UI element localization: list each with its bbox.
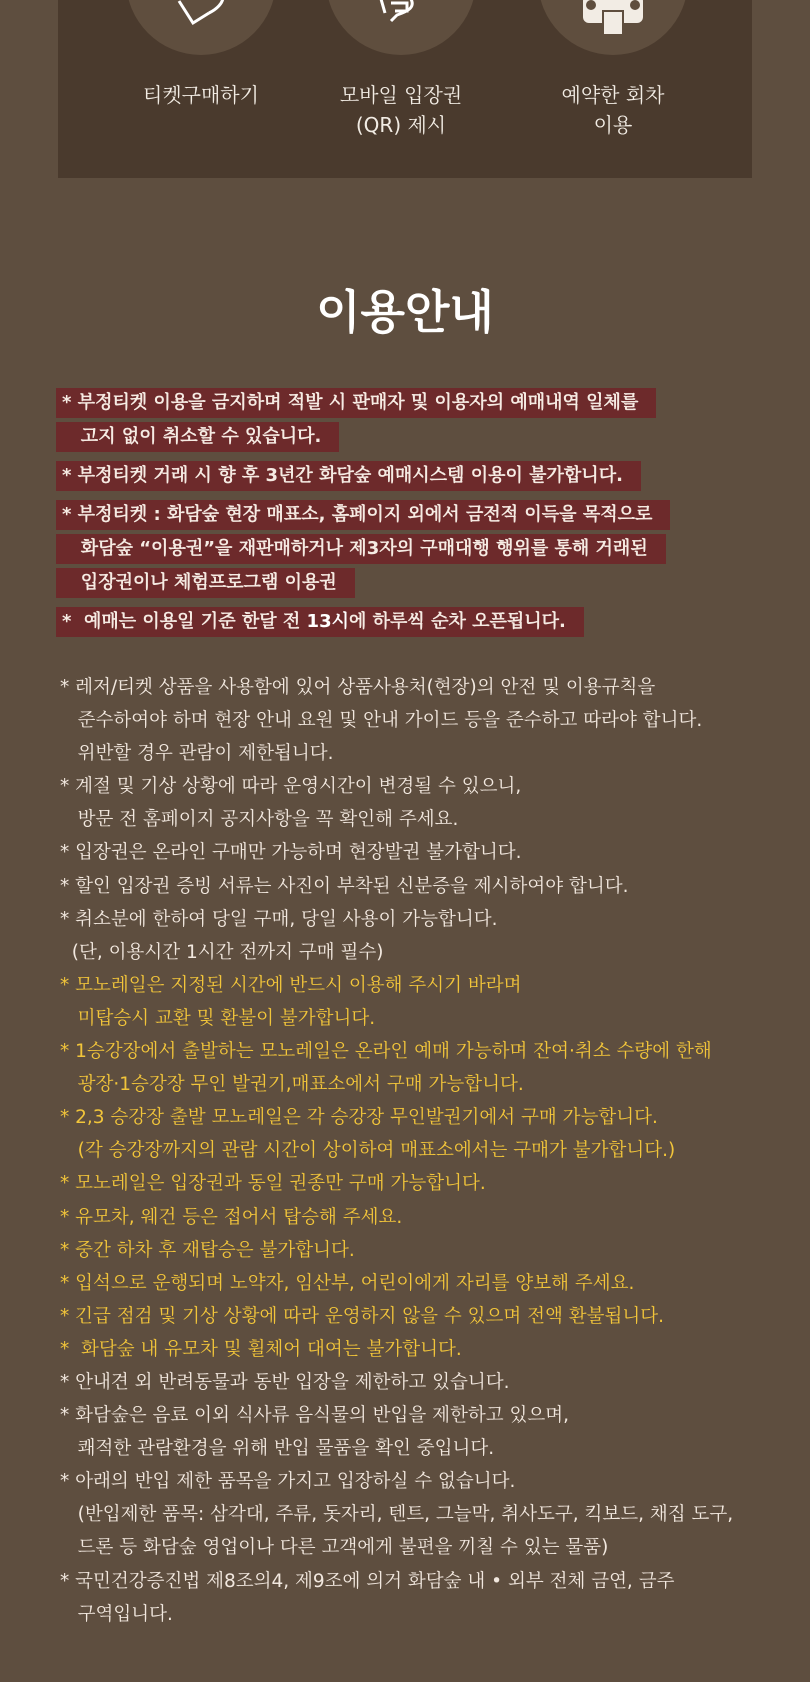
note-line: * 계절 및 기상 상황에 따라 운영시간이 변경될 수 있으니, — [60, 776, 522, 798]
note-line: * 유모차, 웨건 등은 접어서 탑승해 주세요. — [60, 1206, 403, 1228]
note-line: * 모노레일은 지정된 시간에 반드시 이용해 주시기 바라며 — [60, 974, 522, 996]
note-line: * 입석으로 운행되며 노약자, 임산부, 어린이에게 자리를 양보해 주세요. — [60, 1272, 635, 1294]
note-line: * 2,3 승강장 출발 모노레일은 각 승강장 무인발권기에서 구매 가능합니다. — [60, 1107, 658, 1129]
step-label: 모바일 입장권 (QR) 제시 — [339, 83, 463, 137]
warning-line-booking-open — [56, 607, 584, 637]
note-line: 위반할 경우 관람이 제한됩니다. — [60, 743, 334, 765]
note-line: 드론 등 화담숲 영업이나 다른 고객에게 불편을 끼칠 수 있는 물품) — [60, 1537, 609, 1559]
note-line: 광장·1승강장 무인 발권기,매표소에서 구매 가능합니다. — [60, 1074, 524, 1096]
note-line: * 화담숲 내 유모차 및 휠체어 대여는 불가합니다. — [60, 1338, 462, 1360]
note-line: (각 승강장까지의 관람 시간이 상이하여 매표소에서는 구매가 불가합니다.) — [60, 1140, 676, 1162]
note-line: 구역입니다. — [60, 1603, 173, 1625]
ticket-hand-icon — [126, 0, 276, 55]
note-line: * 할인 입장권 증빙 서류는 사진이 부착된 신분증을 제시하여야 합니다. — [60, 875, 629, 897]
note-line: (단, 이용시간 1시간 전까지 구매 필수) — [60, 941, 384, 963]
ticket-gate-icon — [538, 0, 688, 55]
note-line: * 입장권은 온라인 구매만 가능하며 현장발권 불가합니다. — [60, 842, 522, 864]
note-line: * 취소분에 한하여 당일 구매, 당일 사용이 가능합니다. — [60, 908, 498, 930]
warning-line: 고지 없이 취소할 수 있습니다. — [56, 422, 339, 452]
note-line: * 레저/티켓 상품을 사용함에 있어 상품사용처(현장)의 안전 및 이용규칙을 — [60, 677, 656, 698]
step-label: 예약한 회차 이용 — [561, 83, 665, 137]
note-line: * 화담숲은 음료 이외 식사류 음식물의 반입을 제한하고 있으며, — [60, 1405, 569, 1427]
note-line: * 안내견 외 반려동물과 동반 입장을 제한하고 있습니다. — [60, 1371, 510, 1393]
warning-line: * 부정티켓 거래 시 향 후 3년간 화담숲 예매시스템 이용이 불가합니다. — [56, 461, 641, 491]
note-line: 미탑승시 교환 및 환불이 불가합니다. — [60, 1007, 376, 1029]
warning-list — [56, 388, 670, 641]
warning-line: * 부정티켓 : 화담숲 현장 매표소, 홈페이지 외에서 금전적 이득을 목적으로 — [56, 500, 670, 530]
note-line: (반입제한 품목: 삼각대, 주류, 돗자리, 텐트, 그늘막, 취사도구, 킥보드, 채집 도구, — [60, 1504, 734, 1526]
note-line: * 모노레일은 입장권과 동일 권종만 구매 가능합니다. — [60, 1173, 486, 1195]
note-line: 준수하여야 하며 현장 안내 요원 및 안내 가이드 등을 준수하고 따라야 합니다. — [60, 710, 703, 732]
note-line: * 중간 하차 후 재탑승은 불가합니다. — [60, 1239, 355, 1261]
note-line: * 1승강장에서 출발하는 모노레일은 온라인 예매 가능하며 잔여·취소 수량에 한해 — [60, 1041, 712, 1063]
warning-line: 화담숲 “이용권”을 재판매하거나 제3자의 구매대행 행위를 통해 거래된 — [56, 534, 666, 564]
steps-panel — [58, 0, 752, 178]
warning-line: * 부정티켓 이용을 금지하며 적발 시 판매자 및 이용자의 예매내역 일체를 — [56, 388, 656, 418]
note-line: 쾌적한 관람환경을 위해 반입 물품을 확인 중입니다. — [60, 1438, 495, 1460]
warning-text: * 예매는 이용일 기준 한달 전 — [62, 611, 307, 632]
phone-hand-icon — [326, 0, 476, 55]
notes-list — [60, 671, 733, 1631]
warning-time: 13시 — [306, 611, 349, 632]
note-line: * 긴급 점검 및 기상 상황에 따라 운영하지 않을 수 있으며 전액 환불됩니다. — [60, 1305, 664, 1327]
note-line: 방문 전 홈페이지 공지사항을 꼭 확인해 주세요. — [60, 809, 459, 831]
warning-text: 에 하루씩 순차 오픈됩니다. — [348, 611, 566, 632]
warning-line: 입장권이나 체험프로그램 이용권 — [56, 568, 355, 598]
page-title: 이용안내 — [316, 285, 494, 339]
note-line: * 국민건강증진법 제8조의4, 제9조에 의거 화담숲 내 • 외부 전체 금연, 금주 — [60, 1570, 675, 1592]
step-label: 티켓구매하기 — [143, 83, 259, 107]
note-line: * 아래의 반입 제한 품목을 가지고 입장하실 수 없습니다. — [60, 1471, 516, 1493]
